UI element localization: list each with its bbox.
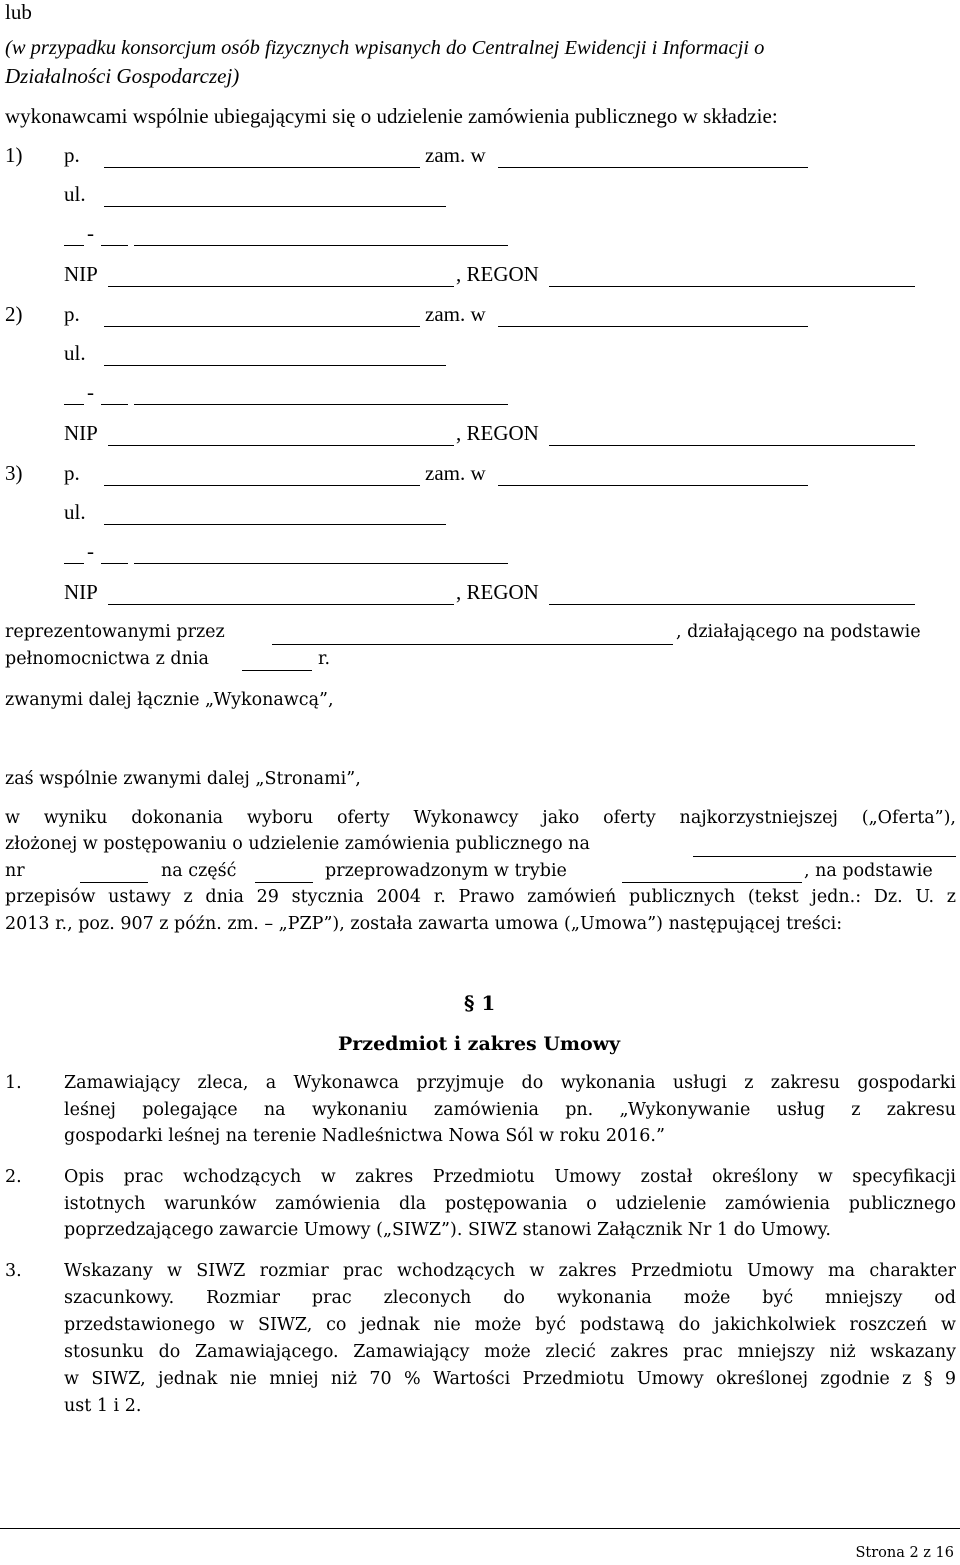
member-1-name-field[interactable] [104, 167, 420, 168]
item-3-line3: przedstawionego w SIWZ, co jednak nie może być podstawą do jakichkolwiek roszczeń w [64, 1315, 956, 1335]
item-1-line1: Zamawiający zleca, a Wykonawca przyjmuje do wykonania usługi z zakresu gospodarki [64, 1073, 956, 1093]
text-pelnomocnictwa: pełnomocnictwa z dnia [5, 649, 209, 669]
member-3-nip-label: NIP [64, 580, 98, 604]
member-1-nip-label: NIP [64, 262, 98, 286]
member-1-regon-field[interactable] [549, 286, 915, 287]
member-2-ul-label: ul. [64, 341, 86, 365]
text-zwanymi: zwanymi dalej łącznie „Wykonawcą”, [5, 690, 334, 710]
procurement-mode-field[interactable] [622, 882, 802, 883]
item-1-line2: leśnej polegające na wykonaniu zamówienia pn. „Wykonywanie usług z zakresu [64, 1100, 956, 1120]
text-wyniku-line4: przepisów ustawy z dnia 29 stycznia 2004 r. Prawo zamówień publicznych (tekst jedn.: Dz. U. z [5, 887, 956, 907]
member-2-name-field[interactable] [104, 326, 420, 327]
text-dzialajacego: , działającego na podstawie [676, 622, 921, 642]
member-1-city-field[interactable] [498, 167, 808, 168]
item-3-line5: w SIWZ, jednak nie mniej niż 70 % Wartości Przedmiotu Umowy określonej zgodnie z § 9 [64, 1369, 956, 1389]
member-3-p-label: p. [64, 461, 80, 485]
text-wyniku-nr: nr [5, 861, 25, 881]
member-2-postcode-b-field[interactable] [101, 404, 128, 405]
text-lub: lub [5, 0, 32, 24]
member-3-postcity-field[interactable] [134, 563, 508, 564]
text-wyniku-line5: 2013 r., poz. 907 z późn. zm. – „PZP”), została zawarta umowa („Umowa”) następującej treści: [5, 914, 843, 934]
member-2-p-label: p. [64, 302, 80, 326]
procurement-name-field[interactable] [693, 856, 956, 857]
member-3-street-field[interactable] [104, 524, 446, 525]
member-2-regon-label: , REGON [456, 421, 539, 445]
member-3-nip-field[interactable] [108, 604, 454, 605]
text-konsorcjum-line1: (w przypadku konsorcjum osób fizycznych wpisanych do Centralnej Ewidencji i Informacji o [5, 37, 765, 59]
power-of-attorney-date-field[interactable] [242, 670, 312, 671]
member-2-street-field[interactable] [104, 365, 446, 366]
item-3-line4: stosunku do Zamawiającego. Zamawiający może zlecić zakres prac mniejszy niż wskazany [64, 1342, 956, 1362]
text-reprezentowanymi: reprezentowanymi przez [5, 622, 225, 642]
section-paragraph-symbol: § 1 [464, 991, 496, 1015]
item-2-line2: istotnych warunków zamówienia dla postępowania o udzielenie zamówienia publicznego [64, 1194, 956, 1214]
member-1-p-label: p. [64, 143, 80, 167]
member-1-postcity-field[interactable] [134, 245, 508, 246]
item-2-number: 2. [5, 1167, 22, 1187]
member-2-postcity-field[interactable] [134, 404, 508, 405]
footer-page-number: Strona 2 z 16 [855, 1545, 954, 1561]
member-3-postcode-b-field[interactable] [101, 563, 128, 564]
member-2-city-field[interactable] [498, 326, 808, 327]
item-3-line1: Wskazany w SIWZ rozmiar prac wchodzących w zakres Przedmiotu Umowy ma charakter [64, 1261, 956, 1281]
text-wyniku-line2: złożonej w postępowaniu o udzielenie zamówienia publicznego na [5, 834, 590, 854]
item-1-number: 1. [5, 1073, 22, 1093]
member-1-zam-label: zam. w [425, 143, 486, 167]
member-2-postcode-a-field[interactable] [64, 404, 84, 405]
member-2-number: 2) [5, 302, 23, 326]
text-wyniku-na-podstawie: , na podstawie [804, 861, 933, 881]
text-wyniku-line1: w wyniku dokonania wyboru oferty Wykonawcy jako oferty najkorzystniejszej („Oferta”), [5, 808, 956, 828]
member-1-number: 1) [5, 143, 23, 167]
member-3-postcode-a-field[interactable] [64, 563, 84, 564]
text-r: r. [318, 649, 331, 669]
item-3-line2: szacunkowy. Rozmiar prac zleconych do wykonania może być mniejszy od [64, 1288, 956, 1308]
member-3-regon-field[interactable] [549, 604, 915, 605]
member-1-postcode-a-field[interactable] [64, 245, 84, 246]
member-1-street-field[interactable] [104, 206, 446, 207]
item-2-line1: Opis prac wchodzących w zakres Przedmiotu Umowy został określony w specyfikacji [64, 1167, 956, 1187]
text-konsorcjum-line2: Działalności Gospodarczej) [5, 64, 240, 88]
member-3-zam-label: zam. w [425, 461, 486, 485]
member-1-dash: - [87, 221, 94, 245]
member-2-nip-label: NIP [64, 421, 98, 445]
member-3-ul-label: ul. [64, 500, 86, 524]
member-2-nip-field[interactable] [108, 445, 454, 446]
member-3-number: 3) [5, 461, 23, 485]
member-1-regon-label: , REGON [456, 262, 539, 286]
text-wykonawcami: wykonawcami wspólnie ubiegającymi się o udzielenie zamówienia publicznego w składzie: [5, 104, 778, 128]
procurement-part-field[interactable] [255, 882, 313, 883]
representative-field[interactable] [272, 644, 673, 645]
item-1-line3: gospodarki leśnej na terenie Nadleśnictwa Nowa Sól w roku 2016.” [64, 1126, 665, 1146]
item-3-number: 3. [5, 1261, 22, 1281]
member-3-city-field[interactable] [498, 485, 808, 486]
member-2-zam-label: zam. w [425, 302, 486, 326]
member-3-name-field[interactable] [104, 485, 420, 486]
section-title: Przedmiot i zakres Umowy [338, 1033, 621, 1055]
item-3-line6: ust 1 i 2. [64, 1396, 142, 1416]
item-2-line3: poprzedzającego zawarcie Umowy („SIWZ”). SIWZ stanowi Załącznik Nr 1 do Umowy. [64, 1220, 831, 1240]
member-1-nip-field[interactable] [108, 286, 454, 287]
member-1-ul-label: ul. [64, 182, 86, 206]
member-2-regon-field[interactable] [549, 445, 915, 446]
member-1-postcode-b-field[interactable] [101, 245, 128, 246]
member-2-dash: - [87, 380, 94, 404]
footer-rule [0, 1528, 960, 1529]
procurement-number-field[interactable] [80, 882, 148, 883]
member-3-dash: - [87, 539, 94, 563]
text-wyniku-czesc: na część [161, 861, 237, 881]
member-3-regon-label: , REGON [456, 580, 539, 604]
text-wyniku-przeprowadzonym: przeprowadzonym w trybie [325, 861, 567, 881]
text-zas: zaś wspólnie zwanymi dalej „Stronami”, [5, 769, 361, 789]
